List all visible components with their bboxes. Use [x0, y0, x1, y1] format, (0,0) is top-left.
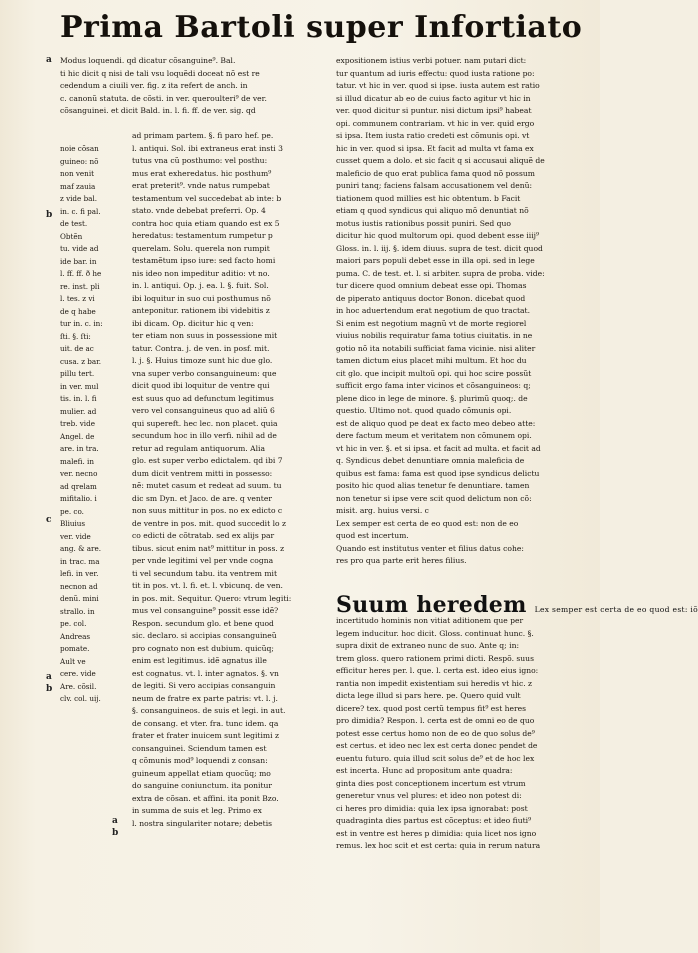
text-line: tit in pos. vt. l. fi. et. l. vbicunq. de ven.: [132, 581, 283, 590]
text-line: l. j. §. Huius timoze sunt hic due glo.: [132, 356, 273, 365]
text-line: ſti. §. ſti:: [60, 331, 91, 341]
text-line: in trac. ma: [60, 556, 100, 566]
text-line: dicere? tex. quod post certũ tempus fit⁹ est heres: [336, 703, 527, 713]
text-line: nis ideo non impeditur aditio: vt no.: [132, 268, 270, 278]
text-line: maf zauia: [60, 181, 96, 191]
text-line: mus vel consanguine⁹ possit esse idẽ?: [132, 606, 279, 615]
text-line: de q habe: [60, 306, 96, 316]
text-line: mulier. ad: [60, 406, 97, 416]
text-line: tatur. vt hic in ver. quod si ipse. iusta autem est ratio: [336, 81, 540, 90]
text-line: testamẽtum ipso iure: sed facto homi: [132, 256, 276, 265]
text-line: ci heres pro dimidia: quia lex ipsa ignorabat: post: [336, 803, 528, 813]
text-line: necnon ad: [60, 581, 98, 591]
text-line: ad primam partem. §. fi paro hef. pe.: [132, 131, 274, 140]
text-line: extra de cõsan. et affini. ita ponit Bzo.: [132, 793, 279, 803]
text-line: erat preterit⁹. vnde natus rumpebat: [132, 181, 270, 190]
text-line: malefi. in: [60, 456, 94, 466]
text-line: consanguinei. Sciendum tamen est: [132, 743, 267, 753]
page-title: Prima Bartoli super Infortiato: [60, 10, 583, 45]
text-line: pe. co.: [60, 506, 84, 516]
text-line: per vnde legitimi vel per vnde cogna: [132, 556, 274, 565]
text-line: co edicti de cõtratab. sed ex alijs par: [132, 531, 275, 540]
text-line: generetur vnus vel plures: et ideo non potest di:: [336, 791, 522, 800]
text-line: anteponitur. rationem ibi videbitis z: [132, 306, 270, 315]
text-line: de ventre in pos. mit. quod succedit lo z: [132, 518, 286, 528]
text-line: vna super verbo consanguineum: que: [132, 368, 277, 378]
marker-a-lower: a: [46, 672, 52, 682]
text-line: stato. vnde debebat preferri. Op. 4: [132, 206, 266, 215]
text-line: est cognatus. vt. l. inter agnatos. §. vn: [132, 668, 279, 678]
text-line: q cõmunis mod⁹ loquendi z consan:: [132, 756, 268, 765]
text-line: vero vel consanguineus quo ad aliũ 6: [132, 406, 275, 415]
text-line: in. l. antiqui. Op. j. ea. l. §. fuit. Sol.: [132, 281, 269, 290]
text-line: rantia non impedit existentiam sui heredis vt hic. z: [336, 678, 533, 688]
right-column-lower: [336, 615, 586, 853]
text-line: noie cõsan: [60, 144, 99, 153]
text-line: expositionem istius verbi potuer. nam putari dict:: [336, 56, 527, 65]
text-line: de piperato antiquus doctor Bonon. dicebat quod: [336, 293, 526, 303]
marker-a-bottom: a: [112, 816, 118, 826]
text-line: pomate.: [60, 644, 90, 653]
text-line: neum de fratre ex parte patris: vt. l. j.: [132, 693, 278, 703]
text-line: ibi loquitur in suo cui posthumus nõ: [132, 293, 271, 303]
text-line: motus iustis rationibus possit puniri. Sed quo: [336, 218, 511, 228]
text-line: si ipsa. Item iusta ratio credeti est cõmunis opi. vt: [336, 131, 530, 140]
text-line: uit. de ac: [60, 344, 94, 353]
marginal-notes: [60, 143, 120, 706]
text-line: dicta lege illud si pars here. pe. Quero quid vult: [336, 691, 521, 700]
text-line: de consang. et vter. fra. tunc idem. qa: [132, 718, 279, 728]
text-line: guineo: nõ: [60, 156, 99, 166]
text-line: opi. communem contrariam. vt hic in ver. quid ergo: [336, 118, 535, 128]
text-line: est certus. et ideo nec lex est certa donec pendet de: [336, 741, 538, 750]
text-line: heredatus: testamentum rumpetur p: [132, 231, 273, 240]
text-line: viuius nobilis requiratur fama totius ciuitatis. in ne: [336, 331, 533, 340]
text-line: euentu futuro. quia illud scit solus de⁹ et de hoc lex: [336, 753, 535, 763]
text-line: cedendum a ciuili ver. fig. z ita refert de anch. in: [60, 81, 248, 90]
text-line: ti hic dicit q nisi de tali vsu loquẽdi doceat nõ est re: [60, 68, 260, 78]
text-line: re. inst. pli: [60, 281, 100, 291]
left-main-column: [132, 130, 328, 830]
text-line: Modus loquendi. qd dicatur cõsanguine⁹. Bal.: [60, 56, 236, 65]
text-line: cõsanguinei. et dicit Bald. in. l. fi. ff. de ver. sig. qd: [60, 106, 256, 115]
text-line: in. c. fi pal.: [60, 206, 101, 216]
text-line: vt hic in ver. §. et si ipsa. et facit ad multa. et facit ad: [336, 443, 541, 453]
text-line: de test.: [60, 219, 88, 228]
text-line: Are. cõsil.: [60, 681, 97, 691]
text-line: dum dicit ventrem mitti in possesso:: [132, 468, 273, 478]
text-line: quibus est fama: fama est quod ipse syndicus delictu: [336, 468, 540, 478]
text-line: q. Syndicus debet denuntiare omnia maleficia de: [336, 456, 525, 465]
text-line: Angel. de: [60, 431, 95, 441]
text-line: are. in tra.: [60, 444, 99, 453]
text-line: potest esse certus homo non de eo de quo solus de⁹: [336, 728, 535, 738]
text-line: retur ad regulam antiquorum. Alia: [132, 443, 265, 453]
text-line: quod est incertum.: [336, 531, 409, 540]
text-line: hic in ver. quod si ipsa. Et facit ad multa vt fama ex: [336, 143, 534, 153]
text-line: posito hic quod alias tenetur fe denuntiare. tamen: [336, 481, 530, 490]
text-line: cusa. z bar.: [60, 356, 102, 366]
text-line: denũ. mini: [60, 594, 99, 603]
text-line: plene dico in lege de minore. §. plurimũ quoq;. de: [336, 393, 528, 403]
text-line: est de aliquo quod pe deat ex facto meo debeo atte:: [336, 418, 536, 428]
text-line: gotio nõ ita notabili sufficiat fama vicinie. nisi aliter: [336, 343, 536, 353]
text-line: secundum hoc in illo verfi. nihil ad de: [132, 431, 277, 440]
text-line: contra hoc quia etiam quando est ex 5: [132, 218, 280, 228]
text-line: nẽ: mutet casum et redeat ad suum. tu: [132, 481, 282, 490]
text-line: est incerta. Hunc ad propositum ante quadra:: [336, 766, 513, 775]
text-line: tutus vna cũ posthumo: vel posthu:: [132, 156, 268, 165]
text-line: enim est legitimus. idẽ agnatus ille: [132, 656, 267, 665]
text-line: pro dimidia? Respon. l. certa est de omni eo de quo: [336, 716, 535, 725]
text-line: strallo. in: [60, 606, 95, 616]
text-line: dicit quod ibi loquitur de ventre qui: [132, 381, 270, 390]
text-line: supra dixit de extraneo nunc de suo. Ante q; in:: [336, 641, 520, 650]
text-line: sufficit ergo fama inter vicinos et cõsanguineos: q;: [336, 381, 531, 390]
text-line: in hoc aduertendum erat negotium de quo tractat.: [336, 306, 531, 315]
text-line: de legiti. Si vero accipias consanguin: [132, 681, 276, 690]
text-line: trem gloss. quero rationem primi dicti. Respõ. suus: [336, 653, 534, 663]
text-line: cusset quem a dolo. et sic facit q si accusaui aliquẽ de: [336, 156, 545, 165]
text-line: ad qrelam: [60, 481, 97, 491]
text-line: est in ventre est heres p dimidia: quia licet nos igno: [336, 828, 537, 838]
text-line: tis. in. l. fi: [60, 394, 97, 403]
marker-b-lower: b: [46, 684, 53, 694]
text-line: etiam q quod syndicus qui aliquo mõ denuntiat nõ: [336, 206, 529, 215]
text-line: §. consanguineos. de suis et legi. in aut.: [132, 706, 286, 715]
text-line: Lex semper est certa de eo quod est: non de eo: [336, 518, 519, 528]
text-line: l. ff. ff. ð he: [60, 269, 102, 278]
text-line: puma. C. de test. et. l. si arbiter. supra de proba. vide:: [336, 268, 545, 278]
heading-text: Suum heredem: [336, 592, 527, 618]
text-line: l. antiqui. Sol. ibi extraneus erat insti 3: [132, 143, 283, 153]
text-line: c. canonũ statuta. de cõsti. in ver. queroulteri⁹ de ver.: [60, 93, 267, 103]
text-line: maleficio de quo erat publica fama quod nõ possum: [336, 168, 535, 178]
text-line: Si enim est negotium magnũ vt de morte regiorel: [336, 318, 527, 328]
text-line: questio. Ultimo not. quod quado cõmunis opi.: [336, 406, 512, 415]
text-line: guineum appellat etiam quocũq; mo: [132, 768, 271, 778]
text-line: dere factum meum et veritatem non cõmunem opi.: [336, 431, 532, 440]
text-line: Gloss. in. l. iij. §. idem diuus. supra de test. dicit quod: [336, 243, 543, 253]
text-line: querelam. Solu. querela non rumpit: [132, 243, 270, 253]
text-line: puniri tanq; faciens falsam accusationem vel denũ:: [336, 181, 533, 190]
text-line: pe. col.: [60, 619, 87, 628]
text-line: do sanguine coniunctum. ita ponitur: [132, 781, 273, 790]
text-line: non venit: [60, 169, 95, 178]
text-line: tibus. sicut enim nat⁹ mittitur in poss. z: [132, 543, 285, 553]
text-line: ibi dicam. Op. dicitur hic q ven:: [132, 318, 254, 328]
heading-sub: Lex semper est certa de eo quod est: iõ: [534, 605, 698, 614]
marker-b-bottom: b: [112, 828, 119, 838]
text-line: misit. arg. huius versi. c: [336, 506, 429, 515]
text-line: Obtẽn: [60, 231, 83, 241]
text-line: non suus mittitur in pos. no ex edicto c: [132, 506, 283, 515]
text-line: glo. est super verbo edictalem. qd ibi 7: [132, 456, 283, 465]
text-line: Quando est institutus venter et filius datus cohe:: [336, 543, 524, 553]
text-line: ginta dies post conceptionem incertum est vtrum: [336, 778, 526, 788]
text-line: testamentum vel succedebat ab inte: b: [132, 193, 282, 203]
text-line: mifitalio. i: [60, 494, 97, 503]
text-line: cit glo. que incipit multoũ opi. qui hoc scire possũt: [336, 368, 532, 378]
text-line: ang. & are.: [60, 544, 102, 553]
text-line: ver. vide: [60, 531, 91, 541]
text-line: in pos. mit. Sequitur. Quero: vtrum legiti:: [132, 593, 292, 603]
text-line: efficitur heres per. l. que. l. certa est. ideo eius igno:: [336, 666, 539, 675]
text-line: pillu tert.: [60, 369, 95, 378]
text-line: Respon. secundum glo. et bene quod: [132, 618, 274, 628]
text-line: pro cognato non est dubium. quicũq;: [132, 643, 274, 653]
text-line: dicitur hic quod multorum opi. quod debent esse iiij⁹: [336, 231, 540, 240]
text-line: ver. quod dicitur si puntur. nisi dictum ipsi⁹ habeat: [336, 106, 532, 115]
text-line: tamen dictum eius placet mihi multum. Et hoc du: [336, 356, 527, 365]
text-line: Ault ve: [60, 656, 86, 666]
text-line: dic sm Dyn. et Jaco. de are. q venter: [132, 493, 272, 503]
text-line: si illud dicatur ab eo de cuius facto agitur vt hic in: [336, 93, 531, 103]
text-line: treb. vide: [60, 419, 95, 428]
text-line: mus erat exheredatus. hic posthum⁹: [132, 168, 272, 178]
left-top-text: [60, 55, 328, 118]
text-line: non tenetur si ipse vere scit quod delictum non cõ:: [336, 493, 532, 503]
text-line: maiori pars populi debet esse in illa opi. sed in lege: [336, 256, 535, 265]
text-line: tur dicere quod omnium debeat esse opi. Thomas: [336, 281, 527, 290]
text-line: clv. col. uij.: [60, 694, 101, 703]
text-line: tatur. Contra. j. de ven. in posf. mit.: [132, 343, 270, 353]
text-line: incertitudo hominis non vitiat aditionem que per: [336, 616, 524, 625]
text-line: ver. necno: [60, 469, 98, 478]
text-line: lefi. in ver.: [60, 569, 99, 578]
text-line: cere. vide: [60, 669, 96, 678]
text-line: legem inducitur. hoc dicit. Gloss. continuat hunc. §.: [336, 628, 534, 638]
text-line: Bliuius: [60, 519, 86, 528]
text-line: tur quantum ad iuris effectu: quod iusta ratione po:: [336, 68, 535, 78]
text-line: est suus quo ad defunctum legitimus: [132, 393, 274, 403]
text-line: ti vel secundum tabu. ita ventrem mit: [132, 568, 278, 578]
text-line: l. nostra singulariter notare; debetis: [132, 818, 273, 828]
right-column-upper: [336, 55, 586, 568]
text-line: remus. lex hoc scit et est certa: quia in rerum natura: [336, 841, 541, 850]
text-line: tu. vide ad: [60, 244, 99, 253]
marker-a: a: [46, 55, 52, 65]
text-line: sic. declaro. si accipias consanguineũ: [132, 631, 277, 640]
text-line: z vide bal.: [60, 194, 98, 203]
text-line: l. tes. z vi: [60, 294, 95, 303]
text-line: in ver. mul: [60, 381, 99, 391]
text-line: res pro qua parte erit heres filius.: [336, 556, 467, 565]
text-line: Andreas: [60, 631, 91, 641]
text-line: tiationem quod millies est hic obtentum. b Facit: [336, 193, 521, 203]
marker-c: c: [46, 515, 52, 525]
text-line: ide bar. in: [60, 256, 97, 266]
text-line: tur in. c. in:: [60, 319, 103, 328]
text-line: quadraginta dies partus est cõceptus: et ideo fiuti⁹: [336, 816, 532, 825]
marker-b: b: [46, 210, 53, 220]
text-line: ter etiam non suus in possessione mit: [132, 331, 278, 340]
text-line: in summa de suis et leg. Primo ex: [132, 806, 262, 815]
text-line: frater et frater inuicem sunt legitimi z: [132, 731, 279, 740]
text-line: qui supereft. hec lec. non placet. quia: [132, 418, 278, 428]
